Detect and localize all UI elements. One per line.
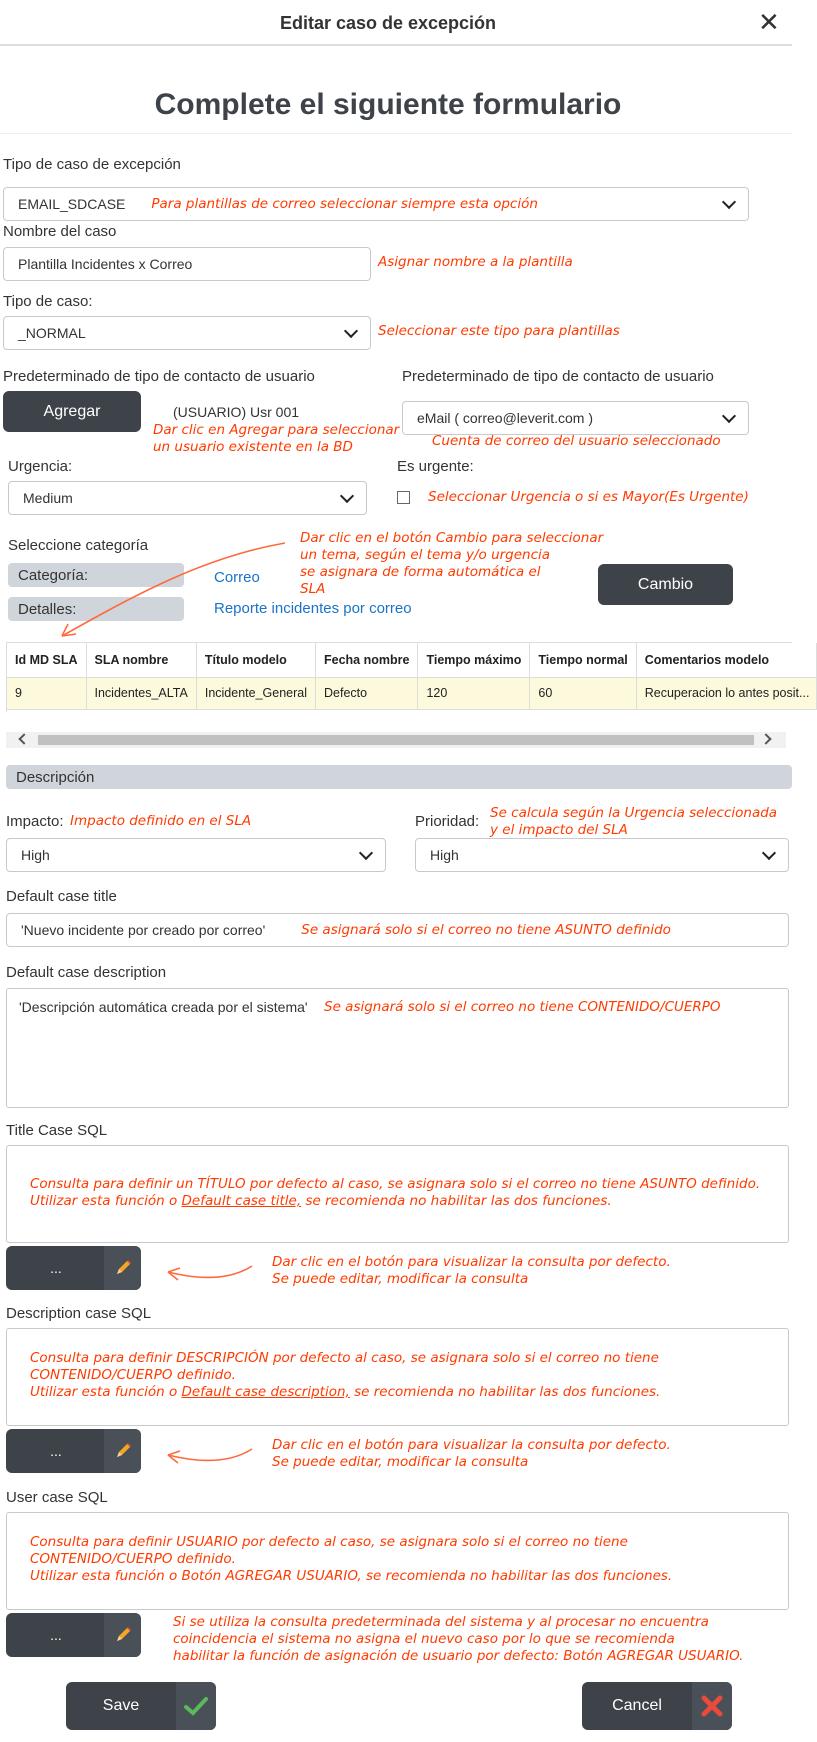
default-title-label: Default case title <box>6 888 117 905</box>
cancel-button-label: Cancel <box>612 1697 662 1714</box>
description-sql-line3-a: Utilizar esta función o <box>30 1384 182 1400</box>
user-sql-edit-button[interactable] <box>6 1613 141 1657</box>
save-button[interactable] <box>66 1682 216 1730</box>
description-sql-line3 <box>30 1384 660 1401</box>
priority-label: Prioridad: <box>415 813 480 830</box>
add-user-note-1: Dar clic en Agregar para seleccionar <box>153 422 400 438</box>
cancel-button[interactable] <box>582 1682 732 1730</box>
title-sql-textarea[interactable] <box>6 1145 789 1243</box>
default-description-textarea[interactable] <box>6 988 789 1108</box>
case-type-select[interactable] <box>3 316 371 350</box>
user-sql-button-label: ... <box>50 1627 62 1643</box>
chevron-down-icon <box>722 195 736 209</box>
user-sql-line1: Consulta para definir USUARIO por defecto al caso, se asignara solo si el correo no tiene <box>30 1534 628 1550</box>
chevron-left-icon[interactable] <box>18 733 29 744</box>
category-note-4: SLA <box>300 581 326 597</box>
title-sql-line2 <box>30 1193 612 1210</box>
description-section-header: Descripción <box>6 765 792 789</box>
description-sql-edit-button[interactable] <box>6 1429 141 1473</box>
priority-select[interactable] <box>415 838 789 872</box>
sla-table <box>7 643 817 710</box>
exception-type-label: Tipo de caso de excepción <box>3 156 181 173</box>
save-button-label: Save <box>102 1697 140 1714</box>
urgent-note: Seleccionar Urgencia o si es Mayor(Es Urgente) <box>428 489 749 505</box>
check-icon <box>176 1682 216 1730</box>
title-sql-line1: Consulta para definir un TÍTULO por defecto al caso, se asignara solo si el correo no tiene ASUNTO definido. <box>30 1176 761 1192</box>
column-header[interactable]: Título modelo <box>196 643 315 677</box>
user-sql-hint-3: habilitar la función de asignación de usuario por defecto: Botón AGREGAR USUARIO. <box>173 1648 744 1664</box>
exception-type-select[interactable] <box>3 187 749 221</box>
table-header-row <box>7 643 816 677</box>
case-type-value: _NORMAL <box>18 325 86 341</box>
description-sql-hint-2: Se puede editar, modificar la consulta <box>272 1454 529 1470</box>
chevron-down-icon <box>344 324 358 338</box>
dialog-header <box>0 0 792 46</box>
priority-note-2: y el impacto del SLA <box>490 822 628 838</box>
case-name-value: Plantilla Incidentes x Correo <box>18 256 193 272</box>
category-note-3: se asignara de forma automática el <box>300 564 541 580</box>
exception-type-value: EMAIL_SDCASE <box>18 196 126 212</box>
default-title-input[interactable] <box>6 913 789 947</box>
description-sql-label: Description case SQL <box>6 1305 152 1322</box>
pencil-icon <box>104 1429 141 1473</box>
dialog-title: Editar caso de excepción <box>279 13 497 33</box>
column-header[interactable]: Comentarios modelo <box>636 643 816 677</box>
title-sql-line2-b: se recomienda no habilitar las dos funciones. <box>301 1193 612 1209</box>
user-sql-line3: Utilizar esta función o Botón AGREGAR USUARIO, se recomienda no habilitar las dos funciones. <box>30 1568 673 1584</box>
table-cell: Incidentes_ALTA <box>86 677 196 709</box>
user-sql-hint-1: Si se utiliza la consulta predeterminada del sistema y al procesar no encuentra <box>173 1614 709 1630</box>
close-icon[interactable]: ✕ <box>758 7 780 37</box>
table-cell: Incidente_General <box>196 677 315 709</box>
pencil-icon <box>104 1246 141 1290</box>
change-category-button[interactable]: Cambio <box>598 564 733 605</box>
priority-note-1: Se calcula según la Urgencia seleccionada <box>490 805 778 821</box>
category-note-1: Dar clic en el botón Cambio para seleccionar <box>300 530 604 546</box>
impact-value: High <box>21 847 50 863</box>
case-name-input[interactable] <box>3 247 371 281</box>
column-header[interactable]: Id MD SLA <box>7 643 86 677</box>
column-header[interactable]: Tiempo máximo <box>418 643 530 677</box>
default-description-label: Default case description <box>6 964 167 981</box>
description-sql-hint-1: Dar clic en el botón para visualizar la consulta por defecto. <box>272 1437 671 1453</box>
urgency-select[interactable] <box>8 481 367 515</box>
category-section-label: Seleccione categoría <box>8 537 149 554</box>
title-sql-label: Title Case SQL <box>6 1122 108 1139</box>
chevron-down-icon <box>340 489 354 503</box>
urgency-value: Medium <box>23 490 73 506</box>
category-value: Correo <box>214 569 260 586</box>
urgent-label: Es urgente: <box>397 458 474 475</box>
user-default-label: Predeterminado de tipo de contacto de usuario <box>3 368 315 385</box>
contact-default-select[interactable] <box>402 401 749 435</box>
column-header[interactable]: Tiempo normal <box>530 643 636 677</box>
category-note-2: un tema, según el tema y/o urgencia <box>300 547 551 563</box>
scrollbar-thumb[interactable] <box>38 735 754 745</box>
description-sql-link: Default case description, <box>181 1384 350 1400</box>
user-sql-hint-2: coincidencia el sistema no asigna el nuevo caso por lo que se recomienda <box>173 1631 675 1647</box>
contact-default-value: eMail ( correo@leverit.com ) <box>417 410 594 426</box>
horizontal-scrollbar[interactable] <box>6 732 786 748</box>
divider <box>0 133 792 134</box>
impact-label: Impacto: <box>6 813 64 830</box>
title-sql-hint-1: Dar clic en el botón para visualizar la consulta por defecto. <box>272 1254 671 1270</box>
chevron-down-icon <box>762 846 776 860</box>
category-label-box: Categoría: <box>8 563 184 587</box>
chevron-down-icon <box>359 846 373 860</box>
title-sql-button-label: ... <box>50 1260 62 1276</box>
user-sql-textarea[interactable] <box>6 1512 789 1610</box>
user-sql-line2: CONTENIDO/CUERPO definido. <box>30 1551 236 1567</box>
user-sql-label: User case SQL <box>6 1489 108 1506</box>
exception-type-note: Para plantillas de correo seleccionar siempre esta opción <box>151 195 538 212</box>
table-cell: 60 <box>530 677 636 709</box>
chevron-down-icon <box>722 409 736 423</box>
table-cell: 120 <box>418 677 530 709</box>
case-name-label: Nombre del caso <box>3 223 117 240</box>
table-cell: Defecto <box>316 677 418 709</box>
column-header[interactable]: SLA nombre <box>86 643 196 677</box>
column-header[interactable]: Fecha nombre <box>316 643 418 677</box>
title-sql-line2-a: Utilizar esta función o <box>30 1193 182 1209</box>
add-user-note-2: un usuario existente en la BD <box>153 439 353 455</box>
add-user-button[interactable]: Agregar <box>3 391 141 432</box>
description-sql-textarea[interactable] <box>6 1328 789 1426</box>
case-type-note: Seleccionar este tipo para plantillas <box>378 323 620 339</box>
default-description-note: Se asignará solo si el correo no tiene CONTENIDO/CUERPO <box>324 999 721 1015</box>
description-sql-line3-b: se recomienda no habilitar las dos funciones. <box>349 1384 661 1400</box>
pencil-icon <box>104 1613 141 1657</box>
details-label-box: Detalles: <box>8 597 184 621</box>
selected-user: (USUARIO) Usr 001 <box>173 404 300 420</box>
contact-default-label: Predeterminado de tipo de contacto de usuario <box>402 368 714 385</box>
annotation-arrow <box>50 538 290 643</box>
priority-value: High <box>430 847 459 863</box>
table-cell: Recuperacion lo antes posit... <box>636 677 816 709</box>
table-cell: 9 <box>7 677 86 709</box>
impact-note: Impacto definido en el SLA <box>70 813 252 829</box>
default-title-value: 'Nuevo incidente por creado por correo' <box>21 922 266 938</box>
title-sql-link: Default case title, <box>181 1193 302 1209</box>
contact-default-note: Cuenta de correo del usuario seleccionado <box>432 433 721 449</box>
urgency-label: Urgencia: <box>8 458 73 475</box>
description-sql-button-label: ... <box>50 1443 62 1459</box>
description-sql-line1: Consulta para definir DESCRIPCIÓN por defecto al caso, se asignara solo si el correo no tiene <box>30 1350 659 1366</box>
table-row[interactable] <box>7 677 816 709</box>
close-icon <box>692 1682 732 1730</box>
annotation-arrow <box>160 1443 260 1473</box>
sla-table-wrapper <box>6 642 810 712</box>
default-description-value: 'Descripción automática creada por el sistema' <box>19 999 308 1015</box>
urgent-checkbox[interactable] <box>397 491 410 504</box>
impact-select[interactable] <box>6 838 386 872</box>
chevron-right-icon[interactable] <box>760 733 771 744</box>
details-value: Reporte incidentes por correo <box>214 600 412 617</box>
case-type-label: Tipo de caso: <box>3 293 93 310</box>
title-sql-hint-2: Se puede editar, modificar la consulta <box>272 1271 529 1287</box>
default-title-note: Se asignará solo si el correo no tiene ASUNTO definido <box>301 921 671 938</box>
title-sql-edit-button[interactable] <box>6 1246 141 1290</box>
description-sql-line2: CONTENIDO/CUERPO definido. <box>30 1367 236 1383</box>
annotation-arrow <box>160 1260 260 1290</box>
case-name-note: Asignar nombre a la plantilla <box>378 254 573 270</box>
form-heading: Complete el siguiente formulario <box>154 88 622 121</box>
